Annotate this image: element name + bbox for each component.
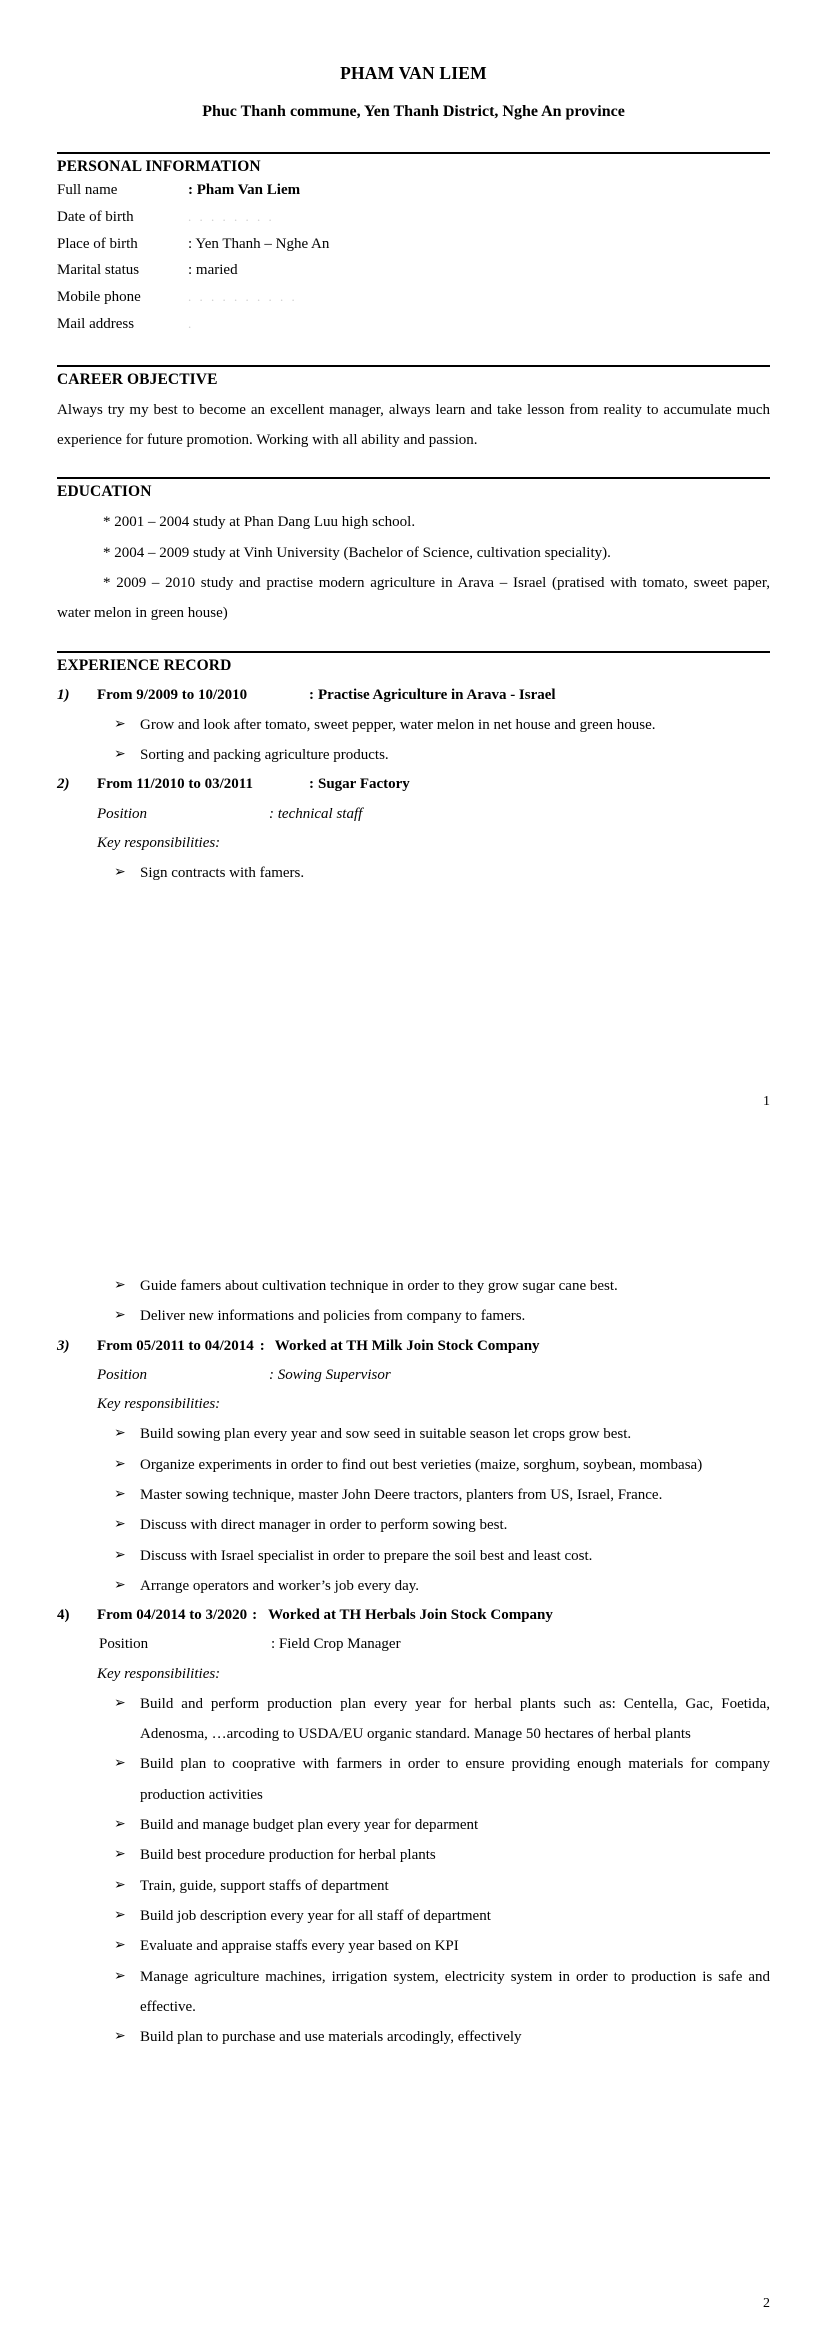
education-item: * 2004 – 2009 study at Vinh University (Bachelor of Science, cultivation speciality). <box>103 544 611 561</box>
bullet-arrow-icon: ➢ <box>114 1695 126 1711</box>
list-item <box>57 1871 770 1901</box>
bullet-arrow-icon: ➢ <box>114 865 126 881</box>
page-number-2: 2 <box>763 2296 770 2311</box>
list-item <box>57 858 770 888</box>
bullet-text: Sorting and packing agriculture products. <box>140 747 389 764</box>
experience-dates-2: From 11/2010 to 03/2011 <box>97 776 253 793</box>
list-item <box>57 1931 770 1961</box>
bullet-arrow-icon: ➢ <box>114 1278 126 1293</box>
section-heading-education: EDUCATION <box>57 483 152 501</box>
personal-information-table <box>57 182 770 343</box>
list-item <box>57 1271 770 1301</box>
bullet-text: Guide famers about cultivation technique in order to they grow sugar cane best. <box>140 1278 618 1294</box>
list-item <box>57 2022 770 2052</box>
info-label-marital-status: Marital status <box>57 262 140 279</box>
experience-separator-2: : <box>309 776 314 793</box>
list-item <box>57 740 770 770</box>
list-item <box>57 1840 770 1870</box>
bullet-text: Discuss with direct manager in order to perform sowing best. <box>140 1517 508 1534</box>
bullet-arrow-icon: ➢ <box>114 1308 126 1324</box>
experience-dates-1: From 9/2009 to 10/2010 <box>97 686 248 703</box>
bullet-text: Manage agriculture machines, irrigation system, electricity system in order to production is safe and effective. <box>140 1968 770 2015</box>
bullet-text: Grow and look after tomato, sweet pepper, water melon in net house and green house. <box>140 716 656 733</box>
table-row <box>57 236 770 263</box>
table-row <box>57 289 770 316</box>
bullet-arrow-icon: ➢ <box>114 1938 126 1954</box>
experience-number-3: 3) <box>57 1337 70 1354</box>
bullet-text: Sign contracts with famers. <box>140 865 305 882</box>
experience-entry-header-2 <box>57 770 770 799</box>
bullet-arrow-icon: ➢ <box>114 1877 126 1893</box>
list-item <box>57 1810 770 1840</box>
bullet-text: Build job description every year for all staff of department <box>140 1907 491 1924</box>
redacted-value-date-of-birth: . . . . . . . . <box>188 208 275 224</box>
info-value-marital-status: : maried <box>188 262 238 279</box>
experience-entry-header-4 <box>57 1601 770 1630</box>
table-row <box>57 182 770 209</box>
list-item <box>57 1541 770 1571</box>
experience-separator-1: : <box>309 686 314 703</box>
bullet-arrow-icon: ➢ <box>114 1756 126 1772</box>
education-item: * 2001 – 2004 study at Phan Dang Luu high school. <box>103 514 416 531</box>
bullet-arrow-icon: ➢ <box>114 1968 126 1984</box>
spacer-career <box>57 343 770 365</box>
experience-number-2: 2) <box>57 776 70 793</box>
bullet-text: Discuss with Israel specialist in order to prepare the soil best and least cost. <box>140 1547 593 1564</box>
table-row <box>57 316 770 343</box>
list-item <box>57 1480 770 1510</box>
info-label-place-of-birth: Place of birth <box>57 235 138 252</box>
bullet-text: Build and perform production plan every year for herbal plants such as: Centella, Gac, Foetida, Adenosma, …arcoding to USDA/EU organic standard. Manage 50 hectares of herbal plants <box>140 1695 770 1743</box>
info-label-full-name: Full name <box>57 182 118 198</box>
info-value-date-of-birth <box>188 209 770 236</box>
experience-position-row-3 <box>57 1361 770 1390</box>
experience-position-row-4 <box>57 1630 770 1659</box>
position-label-4: Position <box>99 1636 149 1653</box>
bullet-arrow-icon: ➢ <box>114 1426 126 1442</box>
education-item-text: * 2009 – 2010 study and practise modern agriculture in Arava – Israel (pratised with tomato, sweet paper, water melon in green house) <box>57 574 770 622</box>
spacer-education <box>57 455 770 477</box>
experience-role-4: Worked at TH Herbals Join Stock Company <box>268 1607 553 1624</box>
position-label-3: Position <box>97 1366 148 1383</box>
education-item <box>57 568 770 629</box>
bullet-arrow-icon: ➢ <box>114 716 126 732</box>
career-objective-text: Always try my best to become an excellent manager, always learn and take lesson from reality to accumulate much experience for future promotion. Working with all ability and passion. <box>57 401 770 449</box>
experience-number-4: 4) <box>57 1607 70 1624</box>
table-row <box>57 209 770 236</box>
key-responsibilities-label-2: Key responsibilities: <box>97 834 221 851</box>
bullet-text: Build and manage budget plan every year for deparment <box>140 1817 479 1834</box>
bullet-arrow-icon: ➢ <box>114 1907 126 1923</box>
list-item <box>57 1749 770 1810</box>
list-item <box>57 710 770 740</box>
section-divider-education <box>57 477 770 479</box>
experience-dates-4: From 04/2014 to 3/2020 <box>97 1607 248 1624</box>
experience-role-1: Practise Agriculture in Arava - Israel <box>318 686 556 703</box>
experience-role-2: Sugar Factory <box>318 776 410 793</box>
bullet-text: Build sowing plan every year and sow seed in suitable season let crops grow best. <box>140 1426 632 1443</box>
list-item <box>57 1510 770 1540</box>
bullet-arrow-icon: ➢ <box>114 1456 126 1472</box>
bullet-arrow-icon: ➢ <box>114 1486 126 1502</box>
experience-role-3: Worked at TH Milk Join Stock Company <box>274 1337 540 1354</box>
bullet-arrow-icon: ➢ <box>114 1577 126 1593</box>
experience-dates-3: From 05/2011 to 04/2014 <box>97 1337 254 1354</box>
info-value-mail-address <box>188 316 770 343</box>
list-item <box>57 1450 770 1480</box>
bullet-text: Build best procedure production for herbal plants <box>140 1847 436 1864</box>
bullet-text: Organize experiments in order to find out best verieties (maize, sorghum, soybean, mombasa) <box>140 1456 703 1473</box>
position-label-2: Position <box>97 805 148 822</box>
page-title: PHAM VAN LIEM <box>340 63 487 83</box>
section-heading-career: CAREER OBJECTIVE <box>57 370 218 388</box>
info-label-date-of-birth: Date of birth <box>57 208 134 225</box>
table-row <box>57 262 770 289</box>
header-address: Phuc Thanh commune, Yen Thanh District, Nghe An province <box>202 103 625 120</box>
position-value-3: : Sowing Supervisor <box>269 1366 391 1383</box>
key-responsibilities-label-3: Key responsibilities: <box>97 1396 221 1413</box>
bullet-text: Evaluate and appraise staffs every year based on KPI <box>140 1938 459 1955</box>
bullet-text: Train, guide, support staffs of department <box>140 1877 389 1894</box>
bullet-arrow-icon: ➢ <box>114 1517 126 1533</box>
experience-separator-3: : <box>259 1337 265 1354</box>
info-value-full-name: : Pham Van Liem <box>188 182 301 198</box>
section-divider-personal <box>57 152 770 154</box>
redacted-value-mail-address: . <box>188 315 194 331</box>
bullet-text: Build plan to cooprative with farmers in order to ensure providing enough materials for company production activities <box>140 1756 770 1803</box>
key-responsibilities-label-4: Key responsibilities: <box>97 1665 221 1682</box>
list-item <box>57 1301 770 1331</box>
bullet-text: Arrange operators and worker’s job every day. <box>140 1577 420 1594</box>
position-value-2: : technical staff <box>269 805 363 822</box>
section-heading-experience: EXPERIENCE RECORD <box>57 656 232 674</box>
bullet-text: Master sowing technique, master John Deere tractors, planters from US, Israel, France. <box>140 1486 663 1503</box>
page-number-1: 1 <box>763 1094 770 1109</box>
info-value-place-of-birth: : Yen Thanh – Nghe An <box>188 235 330 252</box>
experience-position-row-2 <box>57 800 770 829</box>
redacted-value-mobile-phone: . . . . . . . . . . <box>188 289 298 305</box>
section-heading-personal: PERSONAL INFORMATION <box>57 158 261 175</box>
bullet-arrow-icon: ➢ <box>114 1817 126 1833</box>
info-label-mail-address: Mail address <box>57 315 135 332</box>
experience-entry-header-1 <box>57 681 770 710</box>
list-item <box>57 1419 770 1449</box>
section-divider-career <box>57 365 770 367</box>
list-item <box>57 1962 770 2023</box>
bullet-arrow-icon: ➢ <box>114 1847 126 1863</box>
experience-entry-header-3 <box>57 1332 770 1361</box>
bullet-arrow-icon: ➢ <box>114 747 126 763</box>
experience-number-1: 1) <box>57 686 70 703</box>
experience-separator-4: : <box>252 1607 258 1624</box>
bullet-arrow-icon: ➢ <box>114 2029 126 2045</box>
list-item <box>57 1901 770 1931</box>
bullet-text: Build plan to purchase and use materials arcodingly, effectively <box>140 2029 522 2046</box>
list-item <box>57 1571 770 1601</box>
bullet-arrow-icon: ➢ <box>114 1547 126 1563</box>
page-2 <box>0 1175 827 2340</box>
bullet-text: Deliver new informations and policies from company to famers. <box>140 1308 526 1325</box>
info-value-mobile-phone <box>188 289 770 316</box>
position-value-4: : Field Crop Manager <box>271 1636 401 1653</box>
spacer-experience <box>57 629 770 651</box>
info-label-mobile-phone: Mobile phone <box>57 289 141 306</box>
list-item <box>57 1689 770 1750</box>
section-divider-experience <box>57 651 770 653</box>
